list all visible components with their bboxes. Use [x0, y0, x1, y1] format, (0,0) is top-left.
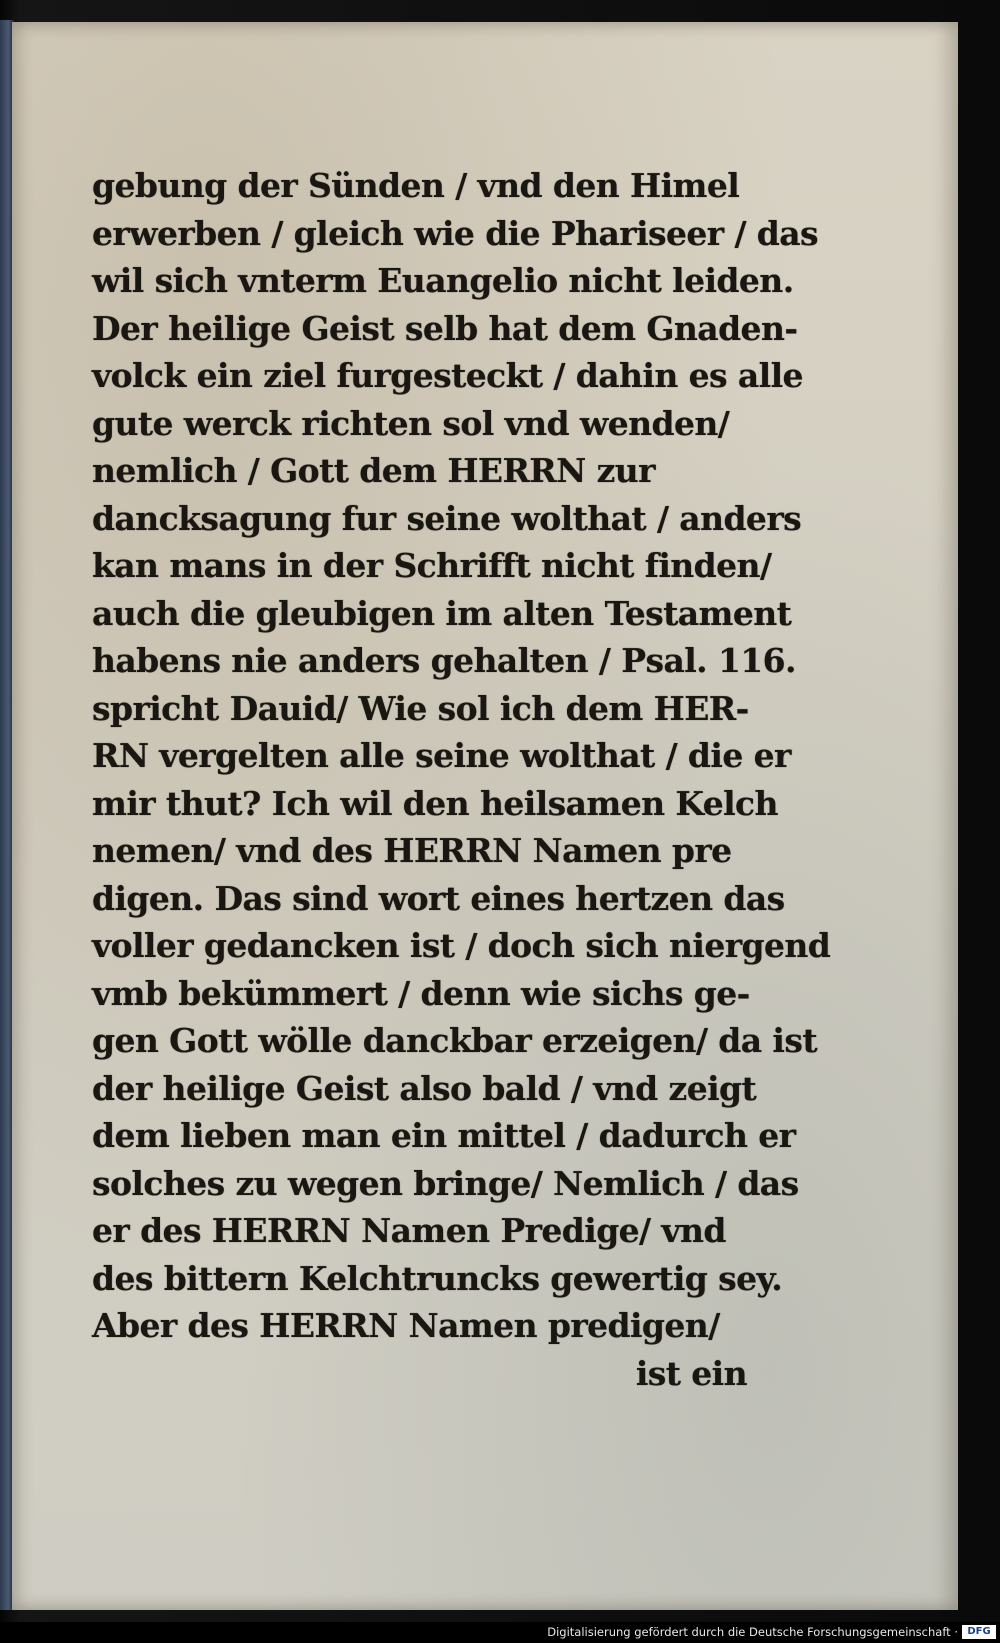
text-line: vmb bekümmert / denn wie sichs ge- [92, 973, 750, 1013]
funding-credit: Digitalisierung gefördert durch die Deutsche Forschungsgemeinschaft · [547, 1625, 958, 1639]
text-line: solches zu wegen bringe/ Nemlich / das [92, 1163, 799, 1203]
text-line: volck ein ziel furgesteckt / dahin es alle [92, 356, 803, 395]
text-line: er des HERRN Namen Predige/ vnd [92, 1211, 726, 1250]
book-page [12, 22, 958, 1610]
text-line: voller gedancken ist / doch sich niergend [92, 926, 831, 965]
dfg-logo: DFG [962, 1625, 996, 1639]
text-line: RN vergelten alle seine wolthat / die er [92, 736, 791, 775]
catchword: ist ein [635, 1353, 747, 1393]
text-line: habens nie anders gehalten / Psal. 116. [92, 641, 796, 680]
text-line: Aber des HERRN Namen predigen/ [92, 1306, 720, 1345]
text-line: wil sich vnterm Euangelio nicht leiden. [92, 261, 794, 300]
text-line: Der heilige Geist selb hat dem Gnaden- [92, 308, 798, 348]
text-line: nemen/ vnd des HERRN Namen pre [92, 831, 732, 870]
text-line: spricht Dauid/ Wie sol ich dem HER- [92, 688, 749, 728]
text-line: digen. Das sind wort eines hertzen das [92, 878, 785, 918]
text-line: dancksagung fur seine wolthat / anders [92, 498, 802, 538]
digitization-footer [0, 1622, 1000, 1643]
text-line: des bittern Kelchtruncks gewertig sey. [92, 1258, 783, 1298]
text-line: der heilige Geist also bald / vnd zeigt [92, 1068, 757, 1108]
text-line: gebung der Sünden / vnd den Himel [92, 166, 740, 205]
text-line: dem lieben man ein mittel / dadurch er [92, 1116, 796, 1155]
text-line: gute werck richten sol vnd wenden/ [92, 403, 730, 443]
text-line: nemlich / Gott dem HERRN zur [92, 451, 655, 490]
text-line: gen Gott wölle danckbar erzeigen/ da ist [92, 1021, 817, 1060]
text-line: kan mans in der Schrifft nicht finden/ [92, 546, 772, 585]
text-line: mir thut? Ich wil den heilsamen Kelch [92, 783, 778, 823]
text-line: erwerben / gleich wie die Phariseer / das [92, 213, 819, 253]
text-line: auch die gleubigen im alten Testament [92, 593, 792, 633]
page-text [92, 162, 831, 1397]
